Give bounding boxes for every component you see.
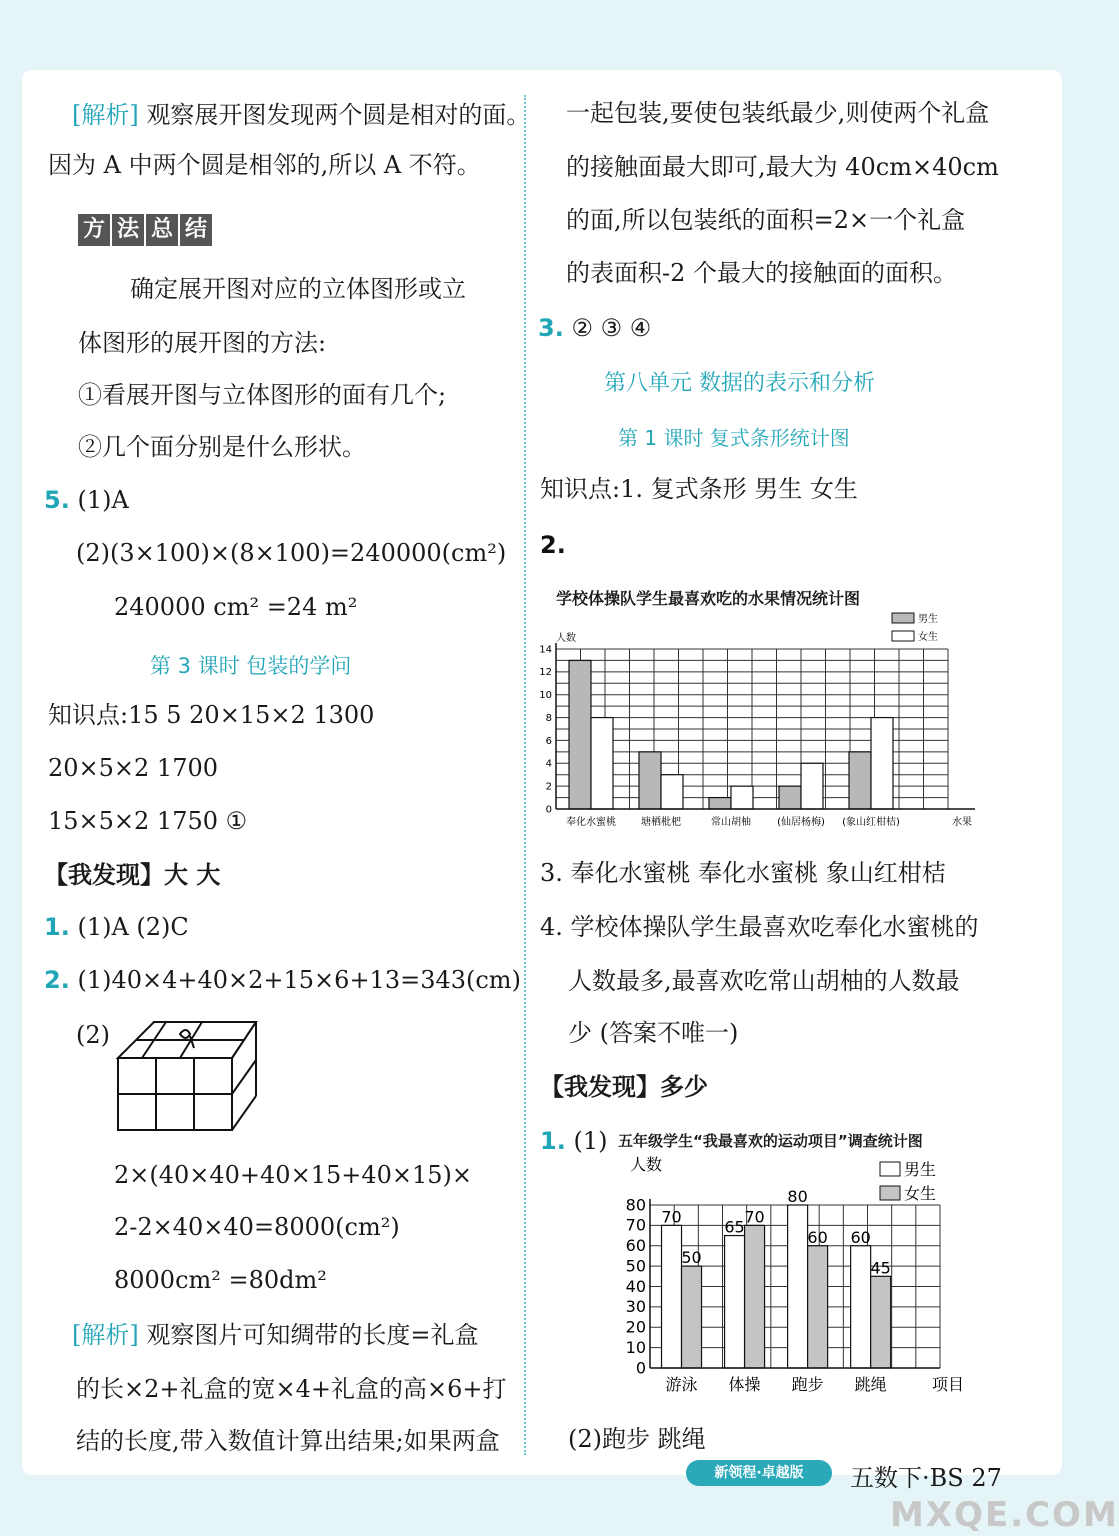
analysis-text: 观察图片可知绸带的长度=礼盒 [146, 1321, 479, 1349]
bar-value-label: 70 [661, 1207, 682, 1227]
knowledge-points: 20×5×2 1700 [48, 754, 219, 782]
page-footer: 五数下·BS 27 [850, 1464, 1002, 1492]
y-tick-label: 4 [545, 758, 552, 770]
x-axis-label: 水果 [952, 817, 972, 828]
y-tick-label: 80 [625, 1195, 646, 1215]
x-category-label: 常山胡柚 [711, 817, 751, 828]
answer-text: 人数最多,最喜欢吃常山胡柚的人数最 [568, 967, 960, 995]
answer-text: 2-2×40×40=8000(cm²) [114, 1213, 400, 1241]
discover-line: 【我发现】大 大 [44, 860, 221, 889]
y-tick-label: 40 [625, 1276, 646, 1296]
answer-text: 2×(40×40+40×15+40×15)× [114, 1161, 472, 1189]
knowledge-points: 15×5×2 1750 ① [48, 807, 248, 835]
legend-label: 男生 [918, 614, 938, 625]
question-2 [44, 965, 521, 995]
method-text: ②几个面分别是什么形状。 [78, 433, 366, 461]
answer-text: (2) [76, 1021, 110, 1049]
method-text: 体图形的展开图的方法: [78, 329, 327, 357]
bar-boys [639, 752, 661, 809]
bar-girls [731, 786, 753, 809]
watermark: MXQE.COM [890, 1495, 1119, 1535]
analysis-paragraph-1 [72, 100, 530, 130]
chart-title: 五年级学生“我最喜欢的运动项目”调查统计图 [618, 1132, 923, 1150]
bar-value-label: 60 [807, 1227, 828, 1247]
analysis-line: 结的长度,带入数值计算出结果;如果两盒 [76, 1427, 500, 1455]
bar-boys [709, 798, 731, 809]
bar-boys [849, 752, 871, 809]
continued-text: 的面,所以包装纸的面积=2×一个礼盒 [566, 206, 966, 234]
bar-girls [661, 775, 683, 809]
x-category-label: 跑步 [791, 1375, 824, 1394]
method-text: 确定展开图对应的立体图形或立 [130, 275, 466, 303]
y-tick-label: 12 [539, 667, 552, 679]
legend-swatch [892, 631, 914, 641]
fruit-bar-chart [530, 605, 1000, 830]
continued-text: 一起包装,要使包装纸最少,则使两个礼盒 [566, 99, 990, 127]
heading-char: 方 [78, 214, 110, 246]
question-3 [538, 313, 651, 343]
answer-text: (2)跑步 跳绳 [568, 1425, 706, 1453]
stacked-boxes-figure [112, 1016, 262, 1136]
legend-label: 女生 [904, 1184, 937, 1203]
method-summary-heading [78, 214, 212, 246]
bar-boys [725, 1236, 745, 1368]
analysis-text: 观察展开图发现两个圆是相对的面。 [146, 101, 531, 129]
x-axis-label: 项目 [932, 1375, 965, 1394]
x-category-label: 体操 [728, 1375, 761, 1394]
legend-swatch [880, 1162, 900, 1176]
y-tick-label: 30 [625, 1297, 646, 1317]
bar-boys [788, 1205, 808, 1368]
analysis-tag: [解析] [72, 101, 139, 129]
answer-text: 3. 奉化水蜜桃 奉化水蜜桃 象山红柑桔 [540, 859, 946, 887]
question-5 [44, 485, 129, 515]
bar-girls [591, 718, 613, 809]
bar-boys [851, 1246, 871, 1368]
question-number: 2. [540, 531, 566, 559]
lesson-title: 第 3 课时 包装的学问 [150, 654, 352, 678]
answer-text: 4. 学校体操队学生最喜欢吃奉化水蜜桃的 [540, 913, 979, 941]
chart-title: 学校体操队学生最喜欢吃的水果情况统计图 [556, 589, 861, 608]
heading-char: 法 [112, 214, 144, 246]
y-tick-label: 2 [545, 781, 552, 793]
bar-girls [801, 763, 823, 809]
bar-value-label: 65 [724, 1217, 745, 1237]
y-tick-label: 6 [545, 735, 552, 747]
answer-text: 240000 cm² =24 m² [114, 593, 358, 621]
y-tick-label: 70 [625, 1215, 646, 1235]
x-category-label: 奉化水蜜桃 [566, 817, 616, 828]
y-tick-label: 0 [635, 1358, 646, 1378]
heading-char: 总 [146, 214, 178, 246]
heading-char: 结 [180, 214, 212, 246]
answer-text: (1)A [77, 486, 129, 514]
y-tick-label: 14 [539, 644, 552, 656]
question-number: 2. [44, 966, 70, 994]
y-tick-label: 60 [625, 1236, 646, 1256]
question-number: 1. [540, 1127, 566, 1155]
x-category-label: (仙居杨梅) [777, 817, 825, 828]
legend-swatch [892, 613, 914, 623]
lesson-title: 第 1 课时 复式条形统计图 [618, 426, 850, 450]
continued-text: 的接触面最大即可,最大为 40cm×40cm [566, 153, 999, 181]
legend-label: 女生 [918, 632, 938, 643]
edition-badge: 新领程·卓越版 [686, 1460, 832, 1486]
bar-value-label: 60 [850, 1227, 871, 1247]
column-divider [524, 95, 526, 1455]
x-category-label: 游泳 [665, 1375, 698, 1394]
y-tick-label: 50 [625, 1256, 646, 1276]
analysis-line: 因为 A 中两个圆是相邻的,所以 A 不符。 [48, 151, 481, 179]
bar-value-label: 50 [681, 1248, 702, 1268]
bar-girls [871, 1276, 891, 1368]
discover-line: 【我发现】多少 [540, 1072, 708, 1101]
answer-text: (1)40×4+40×2+15×6+13=343(cm) [77, 966, 521, 994]
bar-girls [871, 718, 893, 809]
bar-girls [682, 1266, 702, 1368]
y-tick-label: 8 [545, 712, 552, 724]
x-category-label: 跳绳 [854, 1375, 887, 1394]
y-axis-label: 人数 [556, 633, 576, 644]
question-number: 1. [44, 913, 70, 941]
legend-swatch [880, 1186, 900, 1200]
sports-bar-chart [600, 1150, 990, 1400]
bar-girls [808, 1246, 828, 1368]
knowledge-points: 知识点:15 5 20×15×2 1300 [48, 701, 375, 729]
analysis-line: 的长×2+礼盒的宽×4+礼盒的高×6+打 [76, 1375, 507, 1403]
answer-text: (1)A (2)C [77, 913, 189, 941]
analysis-tag: [解析] [72, 1321, 139, 1349]
y-tick-label: 20 [625, 1317, 646, 1337]
knowledge-points: 知识点:1. 复式条形 男生 女生 [540, 475, 858, 503]
y-tick-label: 0 [545, 804, 552, 816]
bar-boys [779, 786, 801, 809]
bar-value-label: 45 [870, 1258, 891, 1278]
bar-boys [569, 660, 591, 809]
continued-text: 的表面积-2 个最大的接触面的面积。 [566, 259, 958, 287]
answer-part: (1) [573, 1127, 608, 1155]
unit-title: 第八单元 数据的表示和分析 [604, 371, 875, 396]
question-number: 5. [44, 486, 70, 514]
bar-value-label: 80 [787, 1187, 808, 1206]
answer-text: 少 (答案不唯一) [568, 1019, 739, 1047]
question-1 [44, 912, 189, 942]
answer-text: (2)(3×100)×(8×100)=240000(cm²) [76, 539, 507, 567]
analysis-paragraph-2 [72, 1320, 478, 1350]
answer-text: ② ③ ④ [571, 314, 652, 342]
x-category-label: (象山红柑桔) [842, 817, 900, 828]
y-tick-label: 10 [625, 1337, 646, 1357]
bar-boys [662, 1225, 682, 1368]
y-tick-label: 10 [539, 690, 552, 702]
x-category-label: 塘栖枇杷 [641, 817, 681, 828]
question-1-right [540, 1126, 607, 1156]
answer-text: 8000cm² =80dm² [114, 1266, 327, 1294]
method-text: ①看展开图与立体图形的面有几个; [78, 381, 447, 409]
question-number: 3. [538, 314, 564, 342]
bar-girls [745, 1225, 765, 1368]
legend-label: 男生 [904, 1160, 937, 1179]
y-axis-label: 人数 [630, 1155, 663, 1174]
bar-value-label: 70 [744, 1207, 765, 1227]
